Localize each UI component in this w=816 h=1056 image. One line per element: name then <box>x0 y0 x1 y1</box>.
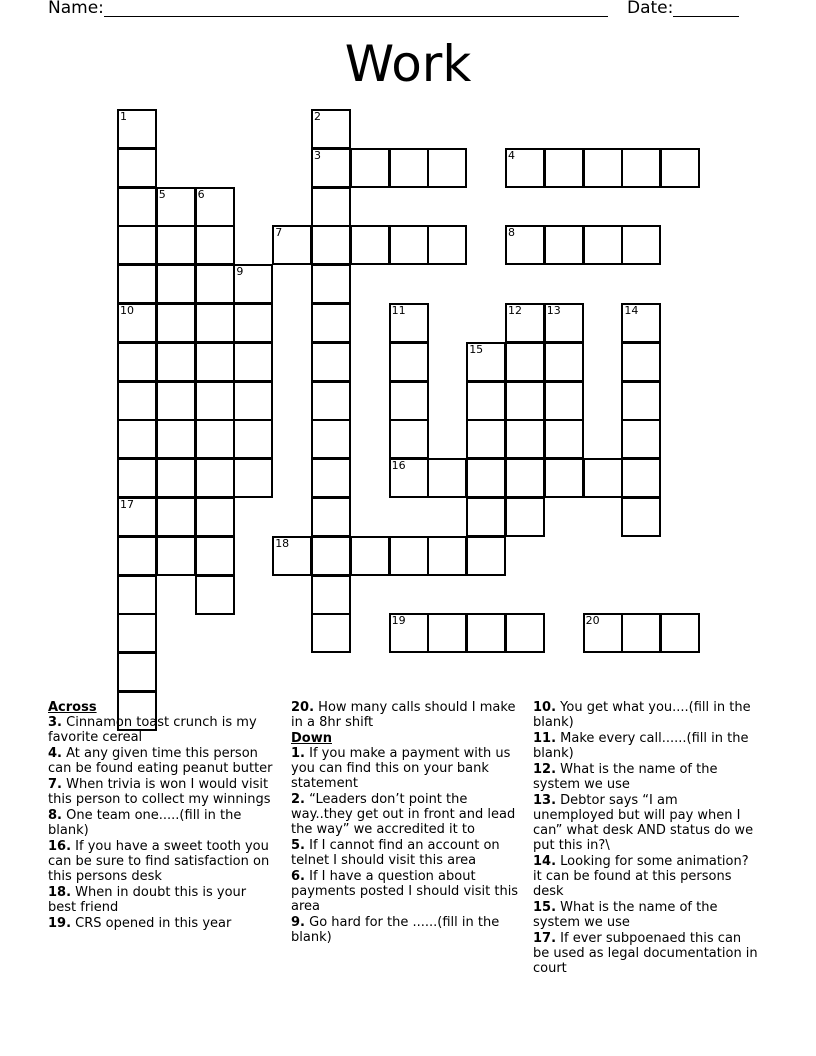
grid-cell[interactable] <box>544 342 584 382</box>
grid-cell[interactable] <box>117 419 157 459</box>
grid-cell[interactable] <box>117 458 157 498</box>
grid-cell[interactable] <box>389 225 429 265</box>
grid-cell[interactable] <box>621 419 661 459</box>
grid-cell[interactable] <box>350 225 390 265</box>
clue-item <box>533 793 761 853</box>
grid-cell[interactable] <box>544 381 584 421</box>
clue-item <box>48 746 276 776</box>
clue-item <box>533 931 761 976</box>
grid-cell[interactable] <box>117 342 157 382</box>
grid-cell[interactable] <box>311 342 351 382</box>
grid-cell[interactable] <box>233 303 273 343</box>
grid-cell[interactable] <box>466 497 506 537</box>
grid-cell[interactable] <box>233 381 273 421</box>
grid-cell[interactable] <box>311 497 351 537</box>
grid-number: 9 <box>236 265 244 279</box>
clue-number: 8. <box>48 808 62 823</box>
clue-text: At any given time this person can be found eating peanut butter <box>48 746 273 776</box>
grid-number: 8 <box>508 226 515 240</box>
clue-item <box>48 808 276 838</box>
grid-cell[interactable] <box>505 613 545 653</box>
grid-cell[interactable] <box>311 303 351 343</box>
grid-cell[interactable] <box>156 536 196 576</box>
grid-cell[interactable] <box>311 225 351 265</box>
clue-section-heading: Down <box>291 731 332 746</box>
clue-text: When trivia is won I would visit this person to collect my winnings <box>48 777 271 807</box>
grid-cell[interactable] <box>660 613 700 653</box>
clue-item <box>291 792 519 837</box>
clues-column-1 <box>48 700 276 932</box>
grid-cell[interactable] <box>156 497 196 537</box>
clue-number: 10. <box>533 700 557 715</box>
grid-cell[interactable] <box>195 536 235 576</box>
grid-cell[interactable] <box>427 458 467 498</box>
grid-cell[interactable] <box>156 264 196 304</box>
clue-item <box>48 777 276 807</box>
grid-cell[interactable] <box>466 536 506 576</box>
grid-cell[interactable] <box>311 575 351 615</box>
grid-number: 6 <box>197 187 205 201</box>
grid-cell[interactable] <box>117 187 157 227</box>
grid-cell[interactable] <box>505 381 545 421</box>
grid-cell[interactable] <box>311 187 351 227</box>
date-label: Date: <box>627 0 674 18</box>
grid-cell[interactable] <box>156 303 196 343</box>
clue-text: If you have a sweet tooth you can be sure to find satisfaction on this persons desk <box>48 839 270 884</box>
clue-item <box>533 700 761 730</box>
grid-cell[interactable] <box>621 148 661 188</box>
clue-number: 15. <box>533 900 557 915</box>
grid-cell[interactable] <box>117 536 157 576</box>
grid-cell[interactable] <box>505 497 545 537</box>
clue-text: Make every call......(fill in the blank) <box>533 731 749 761</box>
grid-cell[interactable] <box>311 536 351 576</box>
clue-text: What is the name of the system we use <box>533 762 718 792</box>
grid-cell[interactable] <box>311 381 351 421</box>
grid-number: 16 <box>391 459 406 473</box>
grid-cell[interactable] <box>233 458 273 498</box>
clue-text: Go hard for the ......(fill in the blank) <box>291 915 500 945</box>
clue-section-heading: Across <box>48 700 97 715</box>
grid-number: 17 <box>120 498 134 511</box>
grid-number: 5 <box>158 187 166 201</box>
clue-number: 19. <box>48 916 72 931</box>
clue-item <box>48 839 276 884</box>
clue-number: 18. <box>48 885 72 900</box>
clue-text: What is the name of the system we use <box>533 900 718 930</box>
grid-cell[interactable] <box>195 264 235 304</box>
grid-number: 7 <box>275 226 283 240</box>
clue-number: 16. <box>48 839 72 854</box>
grid-cell[interactable] <box>583 225 623 265</box>
clues-column-2 <box>291 700 519 946</box>
grid-number: 4 <box>508 148 515 162</box>
grid-cell[interactable] <box>117 148 157 188</box>
clue-item <box>533 762 761 792</box>
grid-cell[interactable] <box>505 458 545 498</box>
grid-cell[interactable] <box>544 458 584 498</box>
grid-cell[interactable] <box>544 225 584 265</box>
page-title: Work <box>344 35 472 93</box>
grid-cell[interactable] <box>466 381 506 421</box>
grid-number: 12 <box>508 304 522 317</box>
grid-number: 20 <box>585 614 600 628</box>
grid-cell[interactable] <box>427 613 467 653</box>
grid-cell[interactable] <box>156 419 196 459</box>
grid-cell[interactable] <box>233 342 273 382</box>
grid-cell[interactable] <box>117 381 157 421</box>
grid-cell[interactable] <box>621 613 661 653</box>
clue-number: 7. <box>48 777 62 792</box>
grid-cell[interactable] <box>195 381 235 421</box>
grid-cell[interactable] <box>583 458 623 498</box>
grid-cell[interactable] <box>156 342 196 382</box>
clue-text: Cinnamon toast crunch is my favorite cereal <box>48 715 257 745</box>
clue-number: 9. <box>291 915 305 930</box>
clue-number: 11. <box>533 731 557 746</box>
grid-number: 14 <box>624 304 639 317</box>
grid-cell[interactable] <box>583 148 623 188</box>
clue-item <box>533 900 761 930</box>
clue-number: 14. <box>533 854 557 869</box>
clue-item <box>48 885 276 915</box>
clue-item <box>48 916 276 931</box>
grid-cell[interactable] <box>117 225 157 265</box>
clue-item <box>291 915 519 945</box>
grid-number: 3 <box>314 148 321 162</box>
clue-text: “Leaders don’t point the way..they get out in front and lead the way” we accredited it to <box>291 792 516 837</box>
clue-text: One team one.....(fill in the blank) <box>48 808 242 838</box>
grid-cell[interactable] <box>389 148 429 188</box>
grid-cell[interactable] <box>233 419 273 459</box>
grid-cell[interactable] <box>117 264 157 304</box>
grid-number: 13 <box>546 304 561 317</box>
clue-number: 2. <box>291 792 305 807</box>
grid-cell[interactable] <box>466 613 506 653</box>
grid-number: 2 <box>314 110 321 123</box>
clue-text: Debtor says “I am unemployed but will pay when I can” what desk AND status do we put this in?\ <box>533 793 754 853</box>
grid-cell[interactable] <box>117 613 157 653</box>
clue-text: If you make a payment with us you can find this on your bank statement <box>291 746 511 791</box>
clue-number: 12. <box>533 762 557 777</box>
grid-number: 15 <box>469 342 484 356</box>
clue-item <box>291 746 519 791</box>
grid-cell[interactable] <box>466 419 506 459</box>
grid-cell[interactable] <box>427 536 467 576</box>
grid-cell[interactable] <box>466 458 506 498</box>
clue-text: Looking for some animation? it can be found at this persons desk <box>533 854 749 899</box>
grid-cell[interactable] <box>156 458 196 498</box>
clue-item <box>533 854 761 899</box>
grid-number: 10 <box>120 304 134 317</box>
clue-text: You get what you....(fill in the blank) <box>533 700 751 730</box>
grid-cell[interactable] <box>389 536 429 576</box>
clue-number: 20. <box>291 700 315 715</box>
clue-text: If I cannot find an account on telnet I should visit this area <box>291 838 500 868</box>
clue-text: How many calls should I make in a 8hr shift <box>291 700 516 730</box>
grid-cell[interactable] <box>505 419 545 459</box>
grid-number: 1 <box>120 110 127 123</box>
clue-item <box>291 700 519 730</box>
grid-cell[interactable] <box>311 613 351 653</box>
clue-number: 17. <box>533 931 557 946</box>
grid-number: 11 <box>391 304 406 317</box>
clue-item <box>533 731 761 761</box>
grid-cell[interactable] <box>117 652 157 692</box>
grid-cell[interactable] <box>621 497 661 537</box>
grid-number: 18 <box>275 536 290 550</box>
grid-cell[interactable] <box>621 342 661 382</box>
grid-cell[interactable] <box>427 148 467 188</box>
clue-number: 1. <box>291 746 305 761</box>
grid-cell[interactable] <box>505 342 545 382</box>
clue-text: When in doubt this is your best friend <box>48 885 247 915</box>
grid-cell[interactable] <box>389 381 429 421</box>
grid-cell[interactable] <box>389 342 429 382</box>
grid-cell[interactable] <box>350 536 390 576</box>
clue-text: If ever subpoenaed this can be used as legal documentation in court <box>533 931 758 976</box>
clue-text: If I have a question about payments posted I should visit this area <box>291 869 519 914</box>
grid-cell[interactable] <box>427 225 467 265</box>
grid-cell[interactable] <box>195 225 235 265</box>
grid-cell[interactable] <box>350 148 390 188</box>
grid-cell[interactable] <box>311 264 351 304</box>
grid-cell[interactable] <box>544 148 584 188</box>
clue-item <box>291 869 519 914</box>
grid-cell[interactable] <box>195 497 235 537</box>
grid-cell[interactable] <box>621 225 661 265</box>
clue-item <box>48 715 276 745</box>
grid-cell[interactable] <box>117 575 157 615</box>
grid-cell[interactable] <box>195 342 235 382</box>
grid-cell[interactable] <box>389 419 429 459</box>
clue-text: CRS opened in this year <box>75 916 232 931</box>
grid-cell[interactable] <box>660 148 700 188</box>
clue-number: 13. <box>533 793 557 808</box>
clue-number: 5. <box>291 838 305 853</box>
grid-cell[interactable] <box>311 458 351 498</box>
grid-cell[interactable] <box>156 381 196 421</box>
clue-number: 4. <box>48 746 62 761</box>
grid-cell[interactable] <box>621 458 661 498</box>
grid-cell[interactable] <box>156 225 196 265</box>
grid-cell[interactable] <box>195 303 235 343</box>
clue-item <box>291 838 519 868</box>
grid-cell[interactable] <box>544 419 584 459</box>
grid-cell[interactable] <box>311 419 351 459</box>
grid-cell[interactable] <box>195 419 235 459</box>
grid-number: 19 <box>391 614 406 628</box>
name-label: Name: <box>48 0 104 18</box>
clue-number: 6. <box>291 869 305 884</box>
clues-column-3 <box>533 700 761 977</box>
clue-number: 3. <box>48 715 62 730</box>
grid-cell[interactable] <box>195 575 235 615</box>
grid-cell[interactable] <box>195 458 235 498</box>
grid-cell[interactable] <box>621 381 661 421</box>
